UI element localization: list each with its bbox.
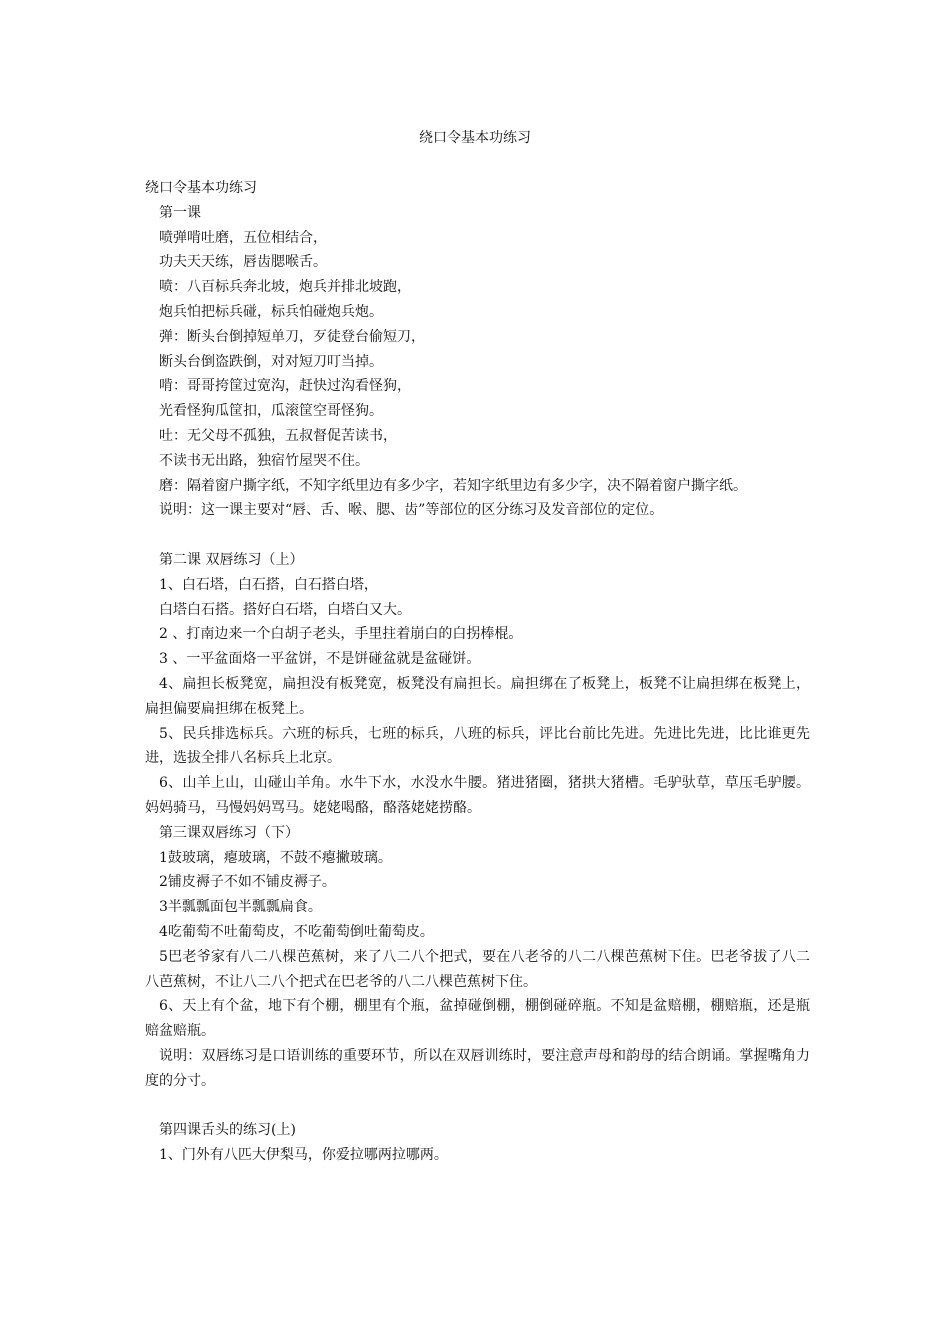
document-body (145, 176, 810, 1168)
paragraph: 炮兵怕把标兵碰，标兵怕碰炮兵炮。 (159, 303, 383, 320)
paragraph: 1、门外有八匹大伊梨马，你爱拉哪两拉哪两。 (159, 1147, 448, 1164)
paragraph: 说明：这一课主要对“唇、舌、喉、腮、齿”等部位的区分练习及发音部位的定位。 (159, 502, 664, 519)
paragraph: 第二课 双唇练习（上） (159, 551, 304, 568)
blank-line (145, 1093, 810, 1118)
paragraph: 白塔白石搭。搭好白石塔，白塔白又大。 (159, 601, 411, 618)
paragraph: 2铺皮褥子不如不铺皮褥子。 (159, 874, 336, 891)
paragraph: 3半瓢瓢面包半瓢瓢扁食。 (159, 899, 322, 916)
paragraph: 断头台倒盗跌倒，对对短刀叮当掉。 (159, 353, 383, 370)
paragraph: 弹：断头台倒掉短单刀，歹徒登台偷短刀， (159, 328, 425, 345)
paragraph: 说明：双唇练习是口语训练的重要环节，所以在双唇训练时，要注意声母和韵母的结合朗诵。掌握嘴角力度的分寸。 (145, 1047, 810, 1089)
paragraph: 啃：哥哥挎筐过宽沟，赶快过沟看怪狗， (159, 378, 411, 395)
paragraph: 3 、一平盆面烙一平盆饼，不是饼碰盆就是盆碰饼。 (159, 651, 481, 668)
paragraph: 磨：隔着窗户撕字纸，不知字纸里边有多少字，若知字纸里边有多少字，决不隔着窗户撕字纸。 (159, 477, 747, 494)
paragraph: 功夫天天练，唇齿腮喉舌。 (159, 254, 327, 271)
document-title: 绕口令基本功练习 (419, 130, 531, 146)
paragraph: 第一课 (159, 204, 201, 221)
paragraph: 绕口令基本功练习 (145, 180, 257, 196)
paragraph: 第三课双唇练习（下） (159, 824, 299, 841)
paragraph: 喷：八百标兵奔北坡，炮兵并排北坡跑， (159, 279, 411, 296)
paragraph: 6、天上有个盆，地下有个棚，棚里有个瓶，盆掉碰倒棚，棚倒碰碎瓶。不知是盆赔棚，棚赔瓶，还是瓶赔盆赔瓶。 (145, 998, 810, 1040)
paragraph: 5、民兵排选标兵。六班的标兵，七班的标兵，八班的标兵，评比台前比先进。先进比先进，比比谁更先进，选拔全排八名标兵上北京。 (145, 725, 810, 767)
blank-line (145, 523, 810, 548)
paragraph: 4、扁担长板凳宽，扁担没有板凳宽，板凳没有扁担长。扁担绑在了板凳上，板凳不让扁担绑在板凳上，扁担偏要扁担绑在板凳上。 (145, 675, 810, 717)
paragraph: 6、山羊上山，山碰山羊角。水牛下水，水没水牛腰。猪进猪圈，猪拱大猪槽。毛驴驮草，草压毛驴腰。妈妈骑马，马慢妈妈骂马。姥姥喝酪，酪落姥姥捞酪。 (145, 775, 810, 816)
paragraph: 吐：无父母不孤独，五叔督促苦读书， (159, 427, 397, 444)
paragraph: 2 、打南边来一个白胡子老头，手里拄着崩白的白拐棒棍。 (159, 626, 523, 643)
paragraph: 1鼓玻璃，瘪玻璃，不鼓不瘪撇玻璃。 (159, 849, 392, 866)
paragraph: 不读书无出路，独宿竹屋哭不住。 (159, 452, 369, 469)
paragraph: 1、白石塔，白石搭，白石搭白塔， (159, 576, 378, 593)
paragraph: 光看怪狗瓜筐扣，瓜滚筐空哥怪狗。 (159, 403, 383, 420)
paragraph: 4吃葡萄不吐葡萄皮，不吃葡萄倒吐葡萄皮。 (159, 923, 434, 940)
paragraph: 第四课舌头的练习(上) (159, 1122, 296, 1139)
paragraph: 5巴老爷家有八二八棵芭蕉树，来了八二八个把式，要在八老爷的八二八棵芭蕉树下住。巴老爷拔了八二八芭蕉树，不让八二八个把式在巴老爷的八二八棵芭蕉树下住。 (145, 948, 810, 990)
paragraph: 喷弹啃吐磨，五位相结合， (159, 229, 327, 246)
